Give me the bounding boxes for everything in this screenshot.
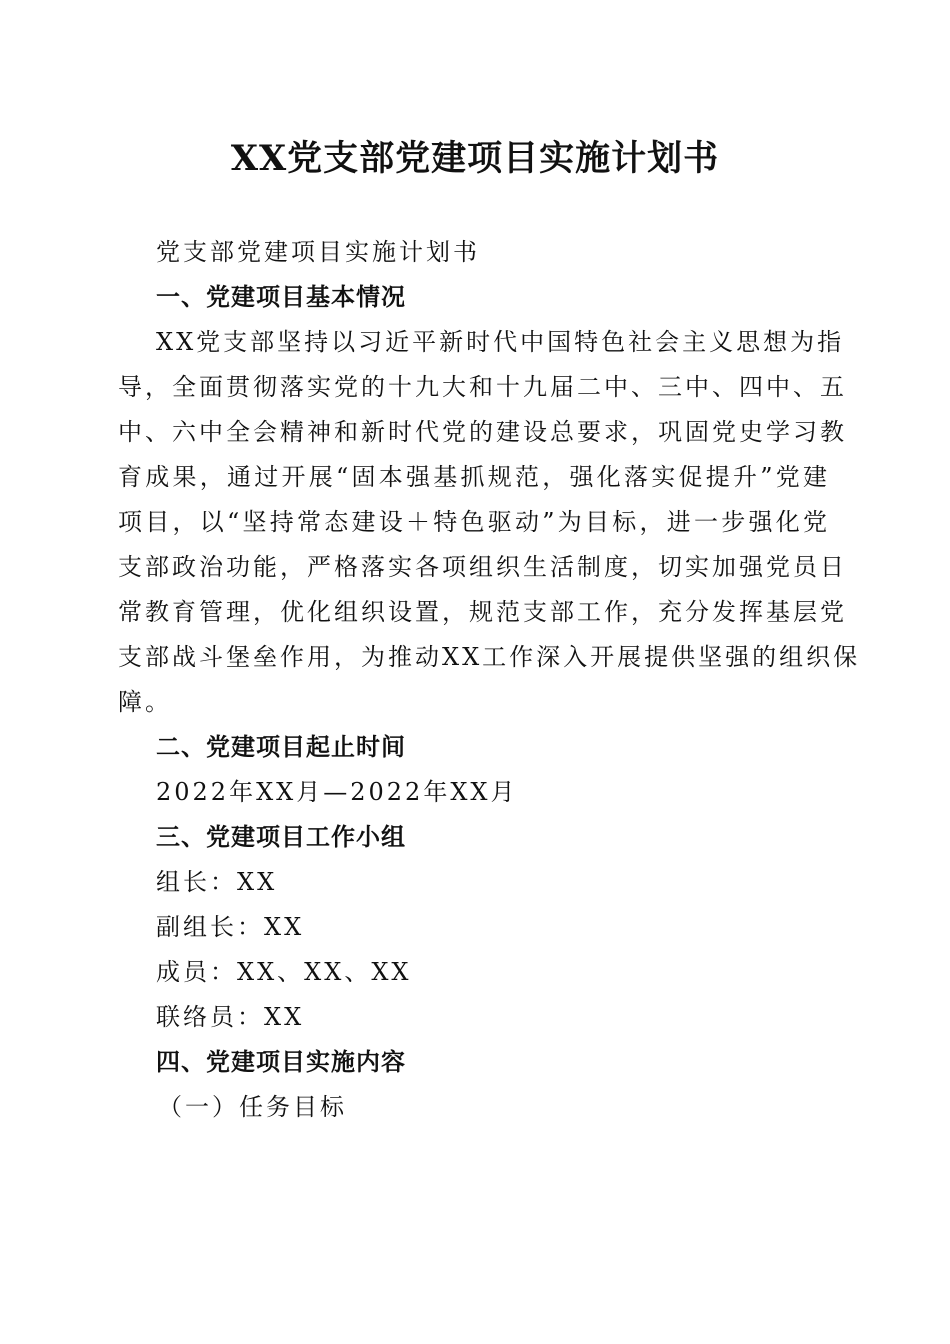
- document-title: XX党支部党建项目实施计划书: [230, 138, 720, 179]
- group-members: 成员：XX、XX、XX: [156, 958, 412, 986]
- paragraph-line: 项目，以“坚持常态建设＋特色驱动”为目标，进一步强化党: [118, 508, 830, 536]
- paragraph-line: 支部政治功能，严格落实各项组织生活制度，切实加强党员日: [118, 553, 847, 581]
- section-3-heading: 三、党建项目工作小组: [156, 823, 406, 851]
- project-period: 2022年XX月—2022年XX月: [156, 778, 518, 806]
- section-2-heading: 二、党建项目起止时间: [156, 733, 406, 761]
- paragraph-line: 中、六中全会精神和新时代党的建设总要求，巩固党史学习教: [118, 418, 847, 446]
- section-1-paragraph: [118, 320, 861, 725]
- paragraph-line: 支部战斗堡垒作用，为推动XX工作深入开展提供坚强的组织保: [118, 643, 861, 671]
- document-body: [118, 230, 861, 1130]
- group-leader: 组长：XX: [156, 868, 278, 896]
- paragraph-line: 障。: [118, 688, 172, 716]
- paragraph-line: 导，全面贯彻落实党的十九大和十九届二中、三中、四中、五: [118, 373, 847, 401]
- section-4-heading: 四、党建项目实施内容: [156, 1048, 406, 1076]
- section-1-heading: 一、党建项目基本情况: [156, 283, 406, 311]
- document-subtitle: 党支部党建项目实施计划书: [156, 238, 480, 266]
- deputy-leader: 副组长：XX: [156, 913, 305, 941]
- paragraph-line: 育成果，通过开展“固本强基抓规范，强化落实促提升”党建: [118, 463, 830, 491]
- liaison-officer: 联络员：XX: [156, 1003, 305, 1031]
- paragraph-line: XX党支部坚持以习近平新时代中国特色社会主义思想为指: [156, 328, 845, 356]
- subsection-task-goals: （一）任务目标: [158, 1093, 347, 1121]
- paragraph-line: 常教育管理，优化组织设置，规范支部工作，充分发挥基层党: [118, 598, 847, 626]
